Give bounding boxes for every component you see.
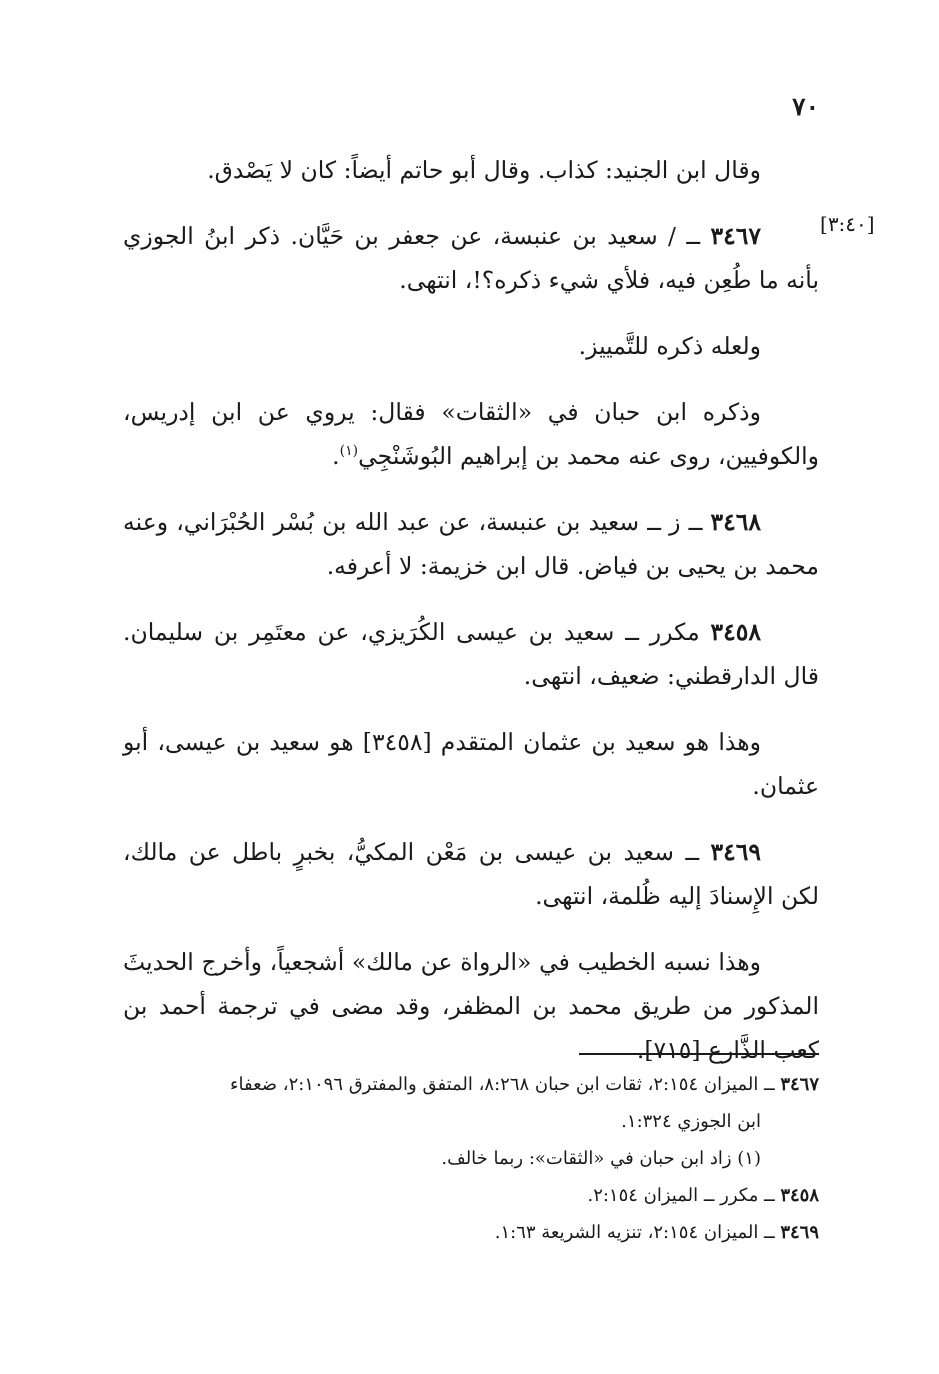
footnote-note — [119, 1142, 819, 1175]
footnote — [119, 1179, 819, 1212]
entry-paragraph — [123, 500, 819, 588]
paragraph — [123, 148, 819, 192]
entry-number: ٣٤٦٧ — [710, 222, 761, 250]
footnote-text: ــ مكرر ــ الميزان ٢:١٥٤. — [587, 1185, 781, 1206]
paragraph-text: وقال ابن الجنيد: كذاب. وقال أبو حاتم أيضاً: كان لا يَصْدق. — [207, 156, 761, 184]
entry-text: ــ ز ــ سعيد بن عنبسة، عن عبد الله بن بُسْر الحُبْرَاني، وعنه محمد بن يحيى بن فياض. قال ابن خزيمة: لا أعرفه. — [123, 508, 819, 580]
footnotes — [119, 1068, 819, 1253]
entry-number: ٣٤٦٩ — [710, 838, 761, 866]
footnote-text: ابن الجوزي ١:٣٢٤. — [621, 1111, 761, 1132]
footnote-marker: (١) — [339, 443, 359, 460]
footnote-text: (١) زاد ابن حبان في «الثقات»: ربما خالف. — [441, 1148, 761, 1169]
entry-number: ٣٤٥٨ — [710, 618, 761, 646]
entry-text: ــ سعيد بن عيسى بن مَعْن المكيُّ، بخبرٍ باطل عن مالك، لكن الإِسنادَ إليه ظُلمة، انتهى. — [123, 838, 819, 910]
paragraph-tail: . — [332, 442, 340, 470]
footnote-entry-number: ٣٤٦٩ — [780, 1222, 819, 1243]
main-text — [123, 148, 819, 1090]
entry-number: ٣٤٦٨ — [710, 508, 761, 536]
page-number: ٧٠ — [792, 92, 819, 121]
footnote-entry-number: ٣٤٦٧ — [780, 1074, 819, 1095]
paragraph-text: وذكره ابن حبان في «الثقات» فقال: يروي عن ابن إدريس، والكوفيين، روى عنه محمد بن إبراهيم البُوشَنْجِي — [123, 398, 819, 470]
footnote — [119, 1216, 819, 1249]
paragraph — [123, 720, 819, 808]
footnote-text: ــ الميزان ٢:١٥٤، تنزيه الشريعة ١:٦٣. — [494, 1222, 781, 1243]
paragraph-text: وهذا هو سعيد بن عثمان المتقدم [٣٤٥٨] هو سعيد بن عيسى، أبو عثمان. — [123, 728, 819, 800]
entry-text: مكرر ــ سعيد بن عيسى الكُرَيزي، عن معتَمِر بن سليمان. قال الدارقطني: ضعيف، انتهى. — [123, 618, 819, 690]
entry-paragraph — [123, 610, 819, 698]
paragraph-text: ولعله ذكره للتَّمييز. — [578, 332, 761, 360]
entry-paragraph — [123, 214, 819, 302]
paragraph — [123, 324, 819, 368]
footnote-text: ــ الميزان ٢:١٥٤، ثقات ابن حبان ٨:٢٦٨، المتفق والمفترق ٢:١٠٩٦، ضعفاء — [230, 1074, 781, 1095]
entry-text: ــ / سعيد بن عنبسة، عن جعفر بن حَيَّان. ذكر ابنُ الجوزي بأنه ما طُعِن فيه، فلأي شيء ذكره؟!، انتهى. — [123, 222, 819, 294]
entry-paragraph — [123, 830, 819, 918]
footnote-entry-number: ٣٤٥٨ — [780, 1185, 819, 1206]
paragraph-text: وهذا نسبه الخطيب في «الرواة عن مالك» أشجعياً، وأخرج الحديثَ المذكور من طريق محمد بن المظفر، وقد مضى في ترجمة أحمد بن كعب الذَّارع [٧١٥]. — [123, 948, 819, 1064]
paragraph — [123, 390, 819, 478]
footnote — [119, 1068, 819, 1101]
footnote-continuation — [119, 1105, 819, 1138]
footnote-divider — [579, 1053, 819, 1055]
margin-reference: [٣:٤٠] — [820, 212, 875, 236]
